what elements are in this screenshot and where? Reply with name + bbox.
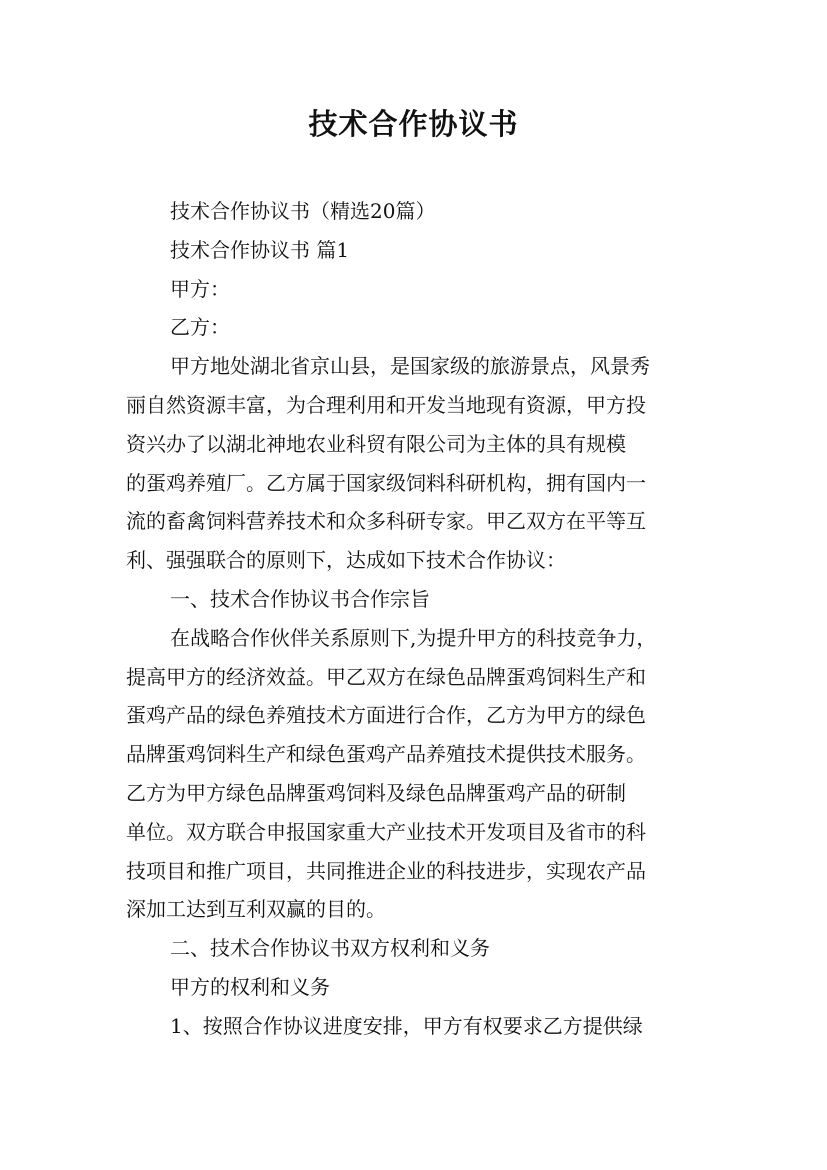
text-line: 1、按照合作协议进度安排，甲方有权要求乙方提供绿 [170,1013,643,1038]
text-line: 单位。双方联合申报国家重大产业技术开发项目及省市的科 [126,819,646,844]
text-line: 甲方： [170,276,230,301]
text-line: 流的畜禽饲料营养技术和众多科研专家。甲乙双方在平等互 [126,509,646,534]
document-body [126,192,706,1046]
text-line: 品牌蛋鸡饲料生产和绿色蛋鸡产品养殖技术提供技术服务。 [126,742,646,767]
subsection-heading: 甲方的权利和义务 [170,974,330,999]
text-line: 利、强强联合的原则下，达成如下技术合作协议： [126,548,566,573]
text-line: 的蛋鸡养殖厂。乙方属于国家级饲料科研机构，拥有国内一 [126,470,646,495]
text-line: 甲方地处湖北省京山县，是国家级的旅游景点，风景秀 [170,354,650,379]
section-heading: 一、技术合作协议书合作宗旨 [170,586,430,611]
text-line: 乙方： [170,315,230,340]
text-line: 资兴办了以湖北神地农业科贸有限公司为主体的具有规模 [126,431,626,456]
text-line: 技术合作协议书（精选20篇） [170,199,436,223]
text-line: 技术合作协议书 篇1 [170,237,350,262]
text-line: 深加工达到互利双赢的目的。 [126,897,386,922]
section-heading: 二、技术合作协议书双方权利和义务 [170,936,490,961]
text-line: 在战略合作伙伴关系原则下,为提升甲方的科技竞争力， [170,625,657,650]
text-line: 提高甲方的经济效益。甲乙双方在绿色品牌蛋鸡饲料生产和 [126,664,646,689]
text-line: 丽自然资源丰富，为合理利用和开发当地现有资源，甲方投 [126,392,646,417]
text-line: 技项目和推广项目，共同推进企业的科技进步，实现农产品 [126,858,646,883]
document-title: 技术合作协议书 [308,107,519,141]
text-line: 乙方为甲方绿色品牌蛋鸡饲料及绿色品牌蛋鸡产品的研制 [126,780,626,805]
text-line: 蛋鸡产品的绿色养殖技术方面进行合作，乙方为甲方的绿色 [126,703,646,728]
